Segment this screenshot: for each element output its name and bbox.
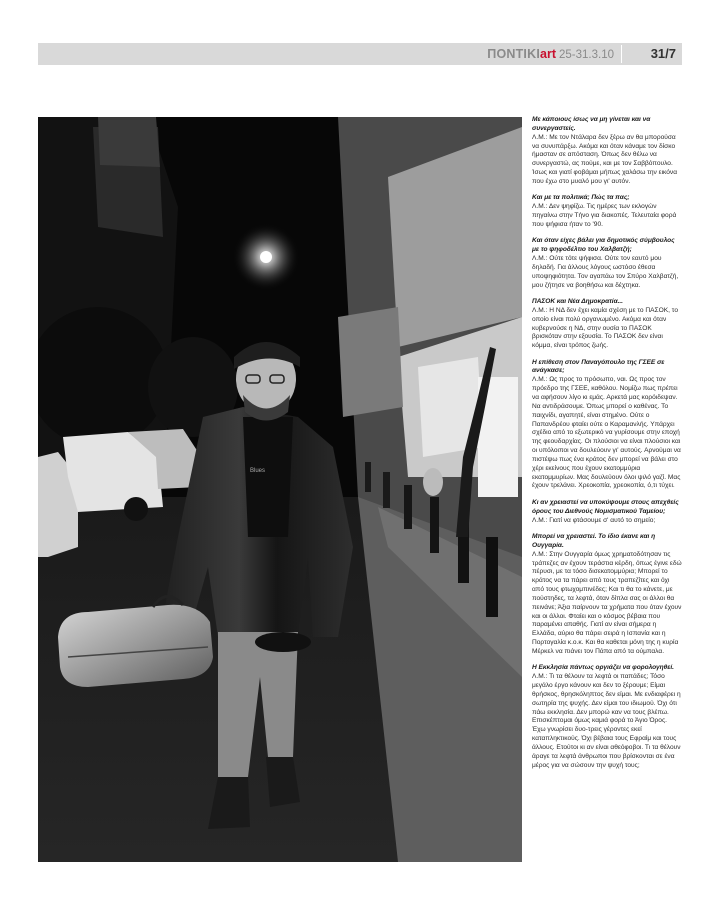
qa-block: [532, 533, 682, 657]
interview-question: ΠΑΣΟΚ και Νέα Δημοκρατία...: [532, 297, 623, 305]
man-with-guitar-case-street-night-icon: [38, 117, 522, 862]
interview-answer: Λ.Μ.: Με τον Ντάλαρα δεν ξέρω αν θα μπορούσα να συνυπάρξω. Ακόμα και όταν κάναμε τον δίσκο ήμασταν σε απόσταση. Όπως δεν θέλω να συνεργαστώ, ας πούμε, και με τον Σαββόπουλο. Ίσως και γιατί φοβάμαι μήπως χαλάσω την εικόνα που έχω στο μυαλό μου γι' αυτόν.: [532, 133, 678, 185]
interview-answer: Λ.Μ.: Γιατί να φτάσουμε σ' αυτό το σημείο;: [532, 516, 656, 524]
page-number: 31/7: [650, 46, 676, 61]
qa-block: [532, 664, 682, 770]
interview-answer: Λ.Μ.: Ούτε τότε ψήφισα. Ούτε τον εαυτό μου δηλαδή. Για άλλους λόγους ωστόσο έθεσα υποψηφιότητα. Τον αγαπάω τον Σπύρο Χαλβατζή, μου ζήτησε να βοηθήσω και δέχτηκα.: [532, 255, 679, 289]
photo: [38, 117, 522, 862]
qa-block: [532, 359, 682, 492]
interview-column: [532, 116, 682, 778]
interview-answer: Λ.Μ.: Η ΝΔ δεν έχει καμία σχέση με το ΠΑΣΟΚ, το οποίο είναι πολύ οργανωμένο. Ακόμα και όταν κυβερνούσε η ΝΔ, στην ουσία το ΠΑΣΟΚ βρισκόταν στην εξουσία. Το ΠΑΣΟΚ δεν είναι κόμμα, είναι τρόπος ζωής.: [532, 306, 678, 350]
issue-dates: 25-31.3.10: [559, 49, 614, 61]
qa-block: [532, 194, 682, 229]
qa-block: [532, 237, 682, 290]
qa-block: [532, 499, 682, 526]
brand-accent: art: [540, 47, 556, 61]
interview-question: Και με τα πολιτικά; Πώς τα πας;: [532, 194, 630, 202]
interview-question: Με κάποιους ίσως να μη γίνεται και να συνεργαστείς.: [532, 116, 651, 132]
page-header: [38, 43, 682, 65]
interview-question: Μπορεί να χρειαστεί. Το ίδιο έκανε και η Ουγγαρία.: [532, 533, 656, 549]
qa-block: [532, 116, 682, 187]
interview-question: Η Εκκλησία πάντως οργιάζει να φορολογηθεί.: [532, 664, 674, 672]
interview-answer: Λ.Μ.: Δεν ψηφίζω. Τις ημέρες των εκλογών πηγαίνω στην Τήνο για διακοπές. Τελευταία φορά που ψήφισα ήταν το '90.: [532, 203, 677, 228]
svg-text:Blues: Blues: [250, 468, 266, 474]
interview-answer: Λ.Μ.: Ως προς το πρόσωπο, ναι. Ως προς τον πρόεδρο της ΓΣΕΕ, καθόλου. Νομίζω πως πρέπει να αφήσουν λίγο κι εμάς. Αρκετά μας κορόιδεψαν. Να αντιδράσουμε. Όπως μπορεί ο καθένας. Το παιχνίδι, αγαπητέ, είναι στημένο. Ούτε ο Παπανδρέου φταίει ούτε ο Καραμανλής. Υπάρχει σχέδιο από το εξωτερικό να γυρίσουμε στην εποχή της φεουδαρχίας. Οι πλούσιοι να είναι πλούσιοι και οι υπόλοιποι να δουλεύουν γι' αυτούς. Αρνούμαι να πιστέψω πως ένα κράτος δεν μπορεί να βάλει στο χέρι εκείνους που έχουν εκατομμύρια εκατομμυρίων. Μας δουλεύουν όλοι ψιλό γαζί. Μας έχουν τρελάνει. Χρεοκοπία, χρεοκοπία, ό,τι τύχει.: [532, 376, 681, 490]
interview-question: Κι αν χρειαστεί να υποκύψουμε στους απεχθείς όρους του Διεθνούς Νομισματικού Ταμείου;: [532, 498, 679, 515]
interview-answer: Λ.Μ.: Τι τα θέλουν τα λεφτά οι παπάδες; Τόσο μεγάλο έργο κάνουν και δεν το ξέρουμε; Είμαι θρήσκος, θρησκόληπτος δεν είμαι. Με ενδιαφέρει η σωτηρία της ψυχής. Δεν είμαι του ιδιωμού. Όχι ότι πάω εκκλησία. Δεν μπορώ καν να τους βλέπω. Επισκέπτομαι όμως καμιά φορά το Άγιο Όρος. Έχω γνωρίσει δυο-τρεις γέροντες εκεί καταπληκτικούς. Όχι βέβαια τους Εφραίμ και τους άλλους. Ετούτοι κι αν είναι αθεόφοβοι. Τι τα θέλουν άραγε τα λεφτά άνθρωποι που βρίσκονται σε ένα μέρος για να σώσουν την ψυχή τους;: [532, 673, 681, 769]
interview-question: Και όταν είχες βάλει για δημοτικός σύμβουλος με το ψηφοδέλτιο του Χαλβατζή;: [532, 237, 675, 254]
header-divider: [621, 45, 622, 63]
interview-question: Η επίθεση στον Παναγόπουλο της ΓΣΕΕ σε ανάγκασε;: [532, 358, 665, 375]
brand-name: ΠΟΝΤΙΚΙ: [487, 47, 541, 61]
masthead: [487, 43, 614, 65]
qa-block: [532, 298, 682, 351]
interview-answer: Λ.Μ.: Στην Ουγγαρία όμως χρηματοδότησαν τις τράπεζες αν έχουν τεράστια κέρδη, όπως έγινε εδώ πέρυσι, με τα τόσο δισεκατομμύρια; Μπορεί το κράτος να τα πάρει από τους τραπεζίτες και όχι από τους φτωχομπινέδες; Και τι θα το κάνετε, με πούστηδες, τα λεφτά, όταν δίπλα σας οι άλλοι θα πεινάνε; Άξια παίρνουν τα χρήματα που όταν έχουν και οι άλλοι. Φταίει και ο κόσμος βέβαια που παραμένει απαθής. Γιατί αν είναι σήμερα η Ελλάδα, αύριο θα πάρει σειρά η Ισπανία και η Πορτογαλία κ.ο.κ. Και θα καθεται μόνη της η κυρία Μέρκελ να πιάνει τον Πάπα από τα ούμπαλα.: [532, 550, 682, 655]
